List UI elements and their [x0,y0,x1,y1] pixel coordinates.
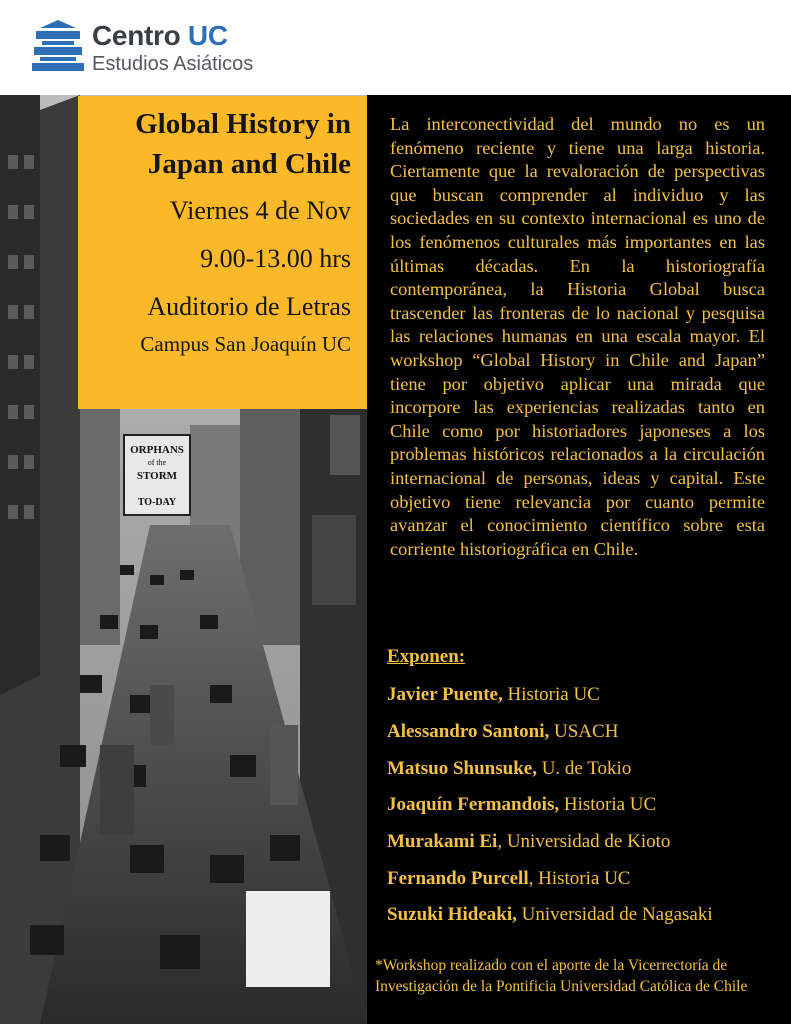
speaker-name: Alessandro Santoni, [387,721,550,742]
speaker-item [387,721,618,743]
speaker-affiliation: , Historia UC [528,868,631,889]
speaker-affiliation: U. de Tokio [536,758,632,779]
speaker-name: Murakami Ei [387,831,498,852]
footnote [375,955,787,997]
logo-subtitle: Estudios Asiáticos [92,53,254,75]
logo-word: Centro [92,20,181,51]
logo-title [92,20,228,52]
pagoda-icon [32,18,84,74]
speaker-affiliation: Historia UC [502,684,600,705]
speaker-item [387,758,631,780]
footnote-line2: Investigación de la Pontificia Universidad Católica de Chile [375,978,748,995]
billboard-line3: STORM [136,470,178,482]
event-date: Viernes 4 de Nov [169,196,351,225]
footnote-line1: *Workshop realizado con el aporte de la Vicerrectoría de [375,957,728,974]
event-title-line1: Global History in [135,108,351,140]
speaker-name: Javier Puente, [387,684,503,705]
speaker-name: Suzuki Hideaki, [387,904,517,925]
info-panel [367,95,791,1024]
speaker-name: Joaquín Fermandois, [387,794,560,815]
speaker-name: Fernando Purcell [387,868,529,889]
speaker-affiliation: Universidad de Nagasaki [516,904,713,925]
speaker-affiliation: USACH [549,721,619,742]
speaker-item [387,868,630,890]
speaker-item [387,684,600,706]
speaker-item [387,831,670,853]
event-venue: Auditorio de Letras [147,292,351,321]
billboard-line1: ORPHANS [130,444,184,456]
billboard-line2: of the [147,458,167,467]
event-title-box [78,96,367,409]
speaker-affiliation: Historia UC [559,794,657,815]
billboard-line4: TO-DAY [137,497,177,508]
event-title-line2: Japan and Chile [147,148,351,180]
header [0,0,791,95]
event-time: 9.00-13.00 hrs [200,244,351,273]
event-campus: Campus San Joaquín UC [140,332,351,356]
speaker-name: Matsuo Shunsuke, [387,758,537,779]
event-description: La interconectividad del mundo no es un fenómeno reciente y tiene una larga historia. Ciertamente que la revaloración de perspectivas que buscan comprender al individuo y las sociedades en su contexto internacional es uno de los fenómenos culturales más importantes en las últimas décadas. En la historiografía contemporánea, la Historia Global busca trascender las fronteras de lo nacional y pesquisa las relaciones humanas en una escala mayor. El workshop “Global History in Chile and Japan” tiene por objetivo aplicar una mirada que incorpore las experiencias realizadas tanto en Chile como por historiadores japoneses a los problemas históricos relacionados a la circulación internacional de personas, ideas y capital. Este objetivo tiene relevancia por cuanto permite avanzar el conocimiento científico sobre esta corriente historiográfica en Chile. [390,114,765,559]
speaker-item [387,904,713,926]
speaker-item [387,794,656,816]
speaker-affiliation: , Universidad de Kioto [497,831,671,852]
logo-accent: UC [187,20,228,51]
speakers-heading: Exponen: [387,646,466,667]
